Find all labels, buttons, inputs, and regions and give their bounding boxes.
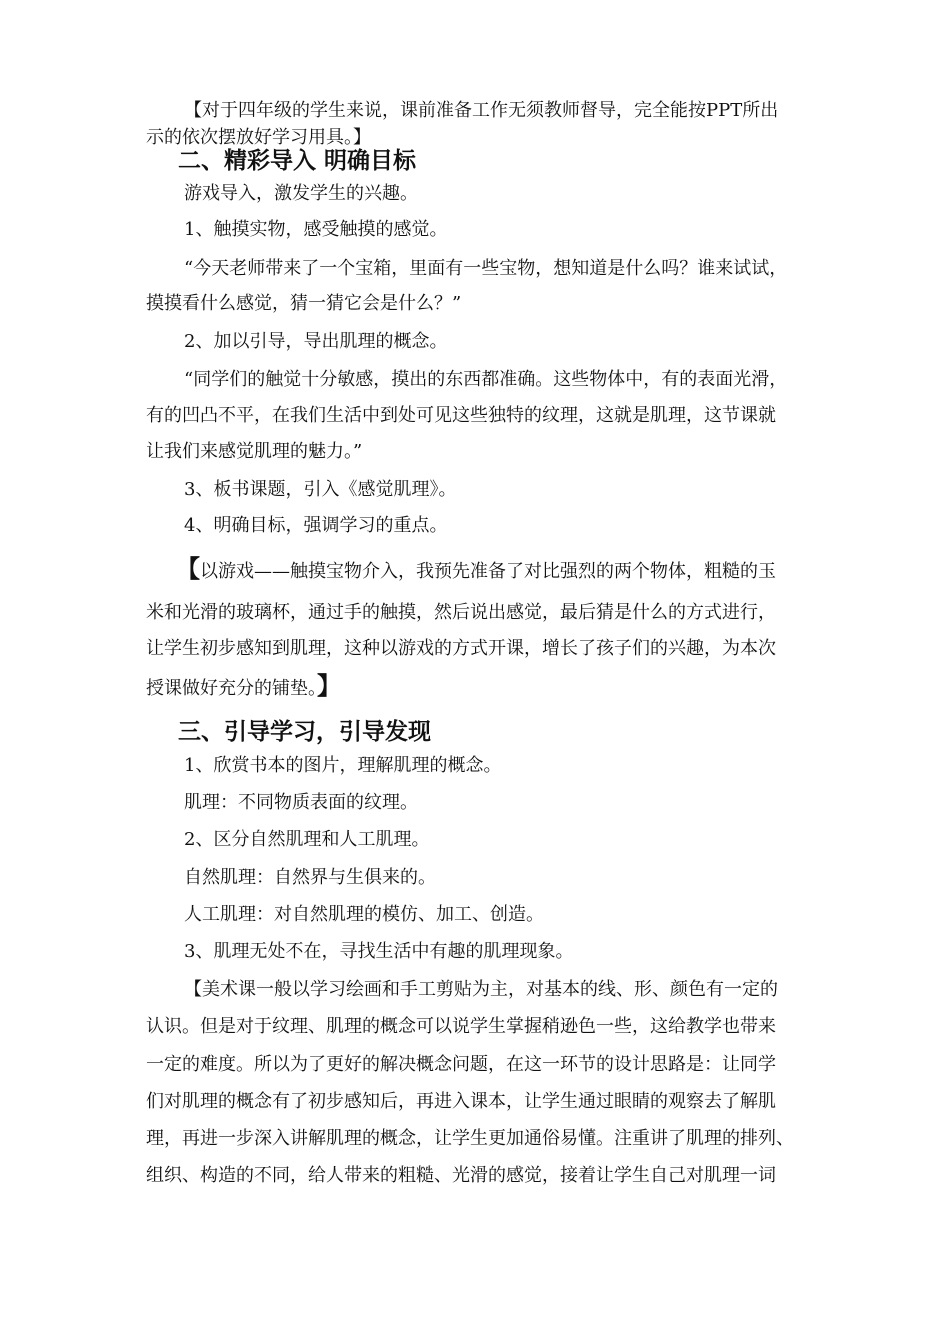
section-2-quote-2-line-3: 让我们来感觉肌理的魅力。” — [146, 441, 363, 462]
section-3-paragraph-6: 3、肌理无处不在，寻找生活中有趣的肌理现象。 — [184, 941, 574, 962]
section-3-note-line-4: 们对肌理的概念有了初步感知后，再进入课本，让学生通过眼睛的观察去了解肌 — [146, 1091, 776, 1112]
section-3-paragraph-2: 肌理：不同物质表面的纹理。 — [184, 792, 418, 813]
section-3-note-line-5: 理，再进一步深入讲解肌理的概念，让学生更加通俗易懂。注重讲了肌理的排列、 — [146, 1128, 794, 1149]
section-2-note-text-1: 以游戏——触摸宝物介入，我预先准备了对比强烈的两个物体，粗糙的玉 — [200, 561, 776, 582]
intro-line-2: 示的依次摆放好学习用具。】 — [146, 127, 371, 148]
section-2-quote-2-line-2: 有的凹凸不平，在我们生活中到处可见这些独特的纹理，这就是肌理，这节课就 — [146, 405, 776, 426]
section-2-paragraph-2: 1、触摸实物，感受触摸的感觉。 — [184, 219, 448, 240]
section-2-note-line-3: 让学生初步感知到肌理，这种以游戏的方式开课，增长了孩子们的兴趣，为本次 — [146, 638, 776, 659]
section-3-paragraph-1: 1、欣赏书本的图片，理解肌理的概念。 — [184, 755, 502, 776]
section-2-paragraph-4: 2、加以引导，导出肌理的概念。 — [184, 331, 448, 352]
section-3-note-line-6: 组织、构造的不同，给人带来的粗糙、光滑的感觉，接着让学生自己对肌理一词 — [146, 1165, 776, 1186]
note-open-bracket: 【 — [176, 554, 200, 583]
section-2-note-text-4: 授课做好充分的铺垫。 — [146, 678, 317, 699]
section-3-paragraph-5: 人工肌理：对自然肌理的模仿、加工、创造。 — [184, 904, 544, 925]
note-close-bracket: 】 — [317, 671, 341, 700]
section-2-note-line-1 — [176, 554, 866, 584]
section-3-note-line-3: 一定的难度。所以为了更好的解决概念问题，在这一环节的设计思路是：让同学 — [146, 1054, 776, 1075]
section-2-paragraph-7: 4、明确目标，强调学习的重点。 — [184, 515, 448, 536]
section-3-paragraph-3: 2、区分自然肌理和人工肌理。 — [184, 829, 430, 850]
section-2-paragraph-1: 游戏导入，激发学生的兴趣。 — [184, 183, 418, 204]
section-2-note-line-4 — [146, 671, 836, 701]
section-3-note-line-2: 认识。但是对于纹理、肌理的概念可以说学生掌握稍逊色一些，这给教学也带来 — [146, 1016, 776, 1037]
section-3-heading: 三、引导学习，引导发现 — [178, 719, 431, 745]
section-2-note-line-2: 米和光滑的玻璃杯，通过手的触摸，然后说出感觉，最后猜是什么的方式进行， — [146, 602, 776, 623]
section-2-quote-1-line-1: “今天老师带来了一个宝箱，里面有一些宝物，想知道是什么吗？谁来试试， — [184, 258, 788, 279]
intro-line-1: 【对于四年级的学生来说，课前准备工作无须教师督导，完全能按PPT所出 — [184, 100, 779, 121]
section-2-quote-2-line-1: “同学们的触觉十分敏感，摸出的东西都准确。这些物体中，有的表面光滑， — [184, 369, 788, 390]
section-3-note-line-1: 【美术课一般以学习绘画和手工剪贴为主，对基本的线、形、颜色有一定的 — [184, 979, 778, 1000]
section-3-paragraph-4: 自然肌理：自然界与生俱来的。 — [184, 867, 436, 888]
section-2-paragraph-6: 3、板书课题，引入《感觉肌理》。 — [184, 479, 457, 500]
section-2-heading: 二、精彩导入 明确目标 — [178, 148, 417, 174]
section-2-quote-1-line-2: 摸摸看什么感觉，猜一猜它会是什么？” — [146, 293, 462, 314]
